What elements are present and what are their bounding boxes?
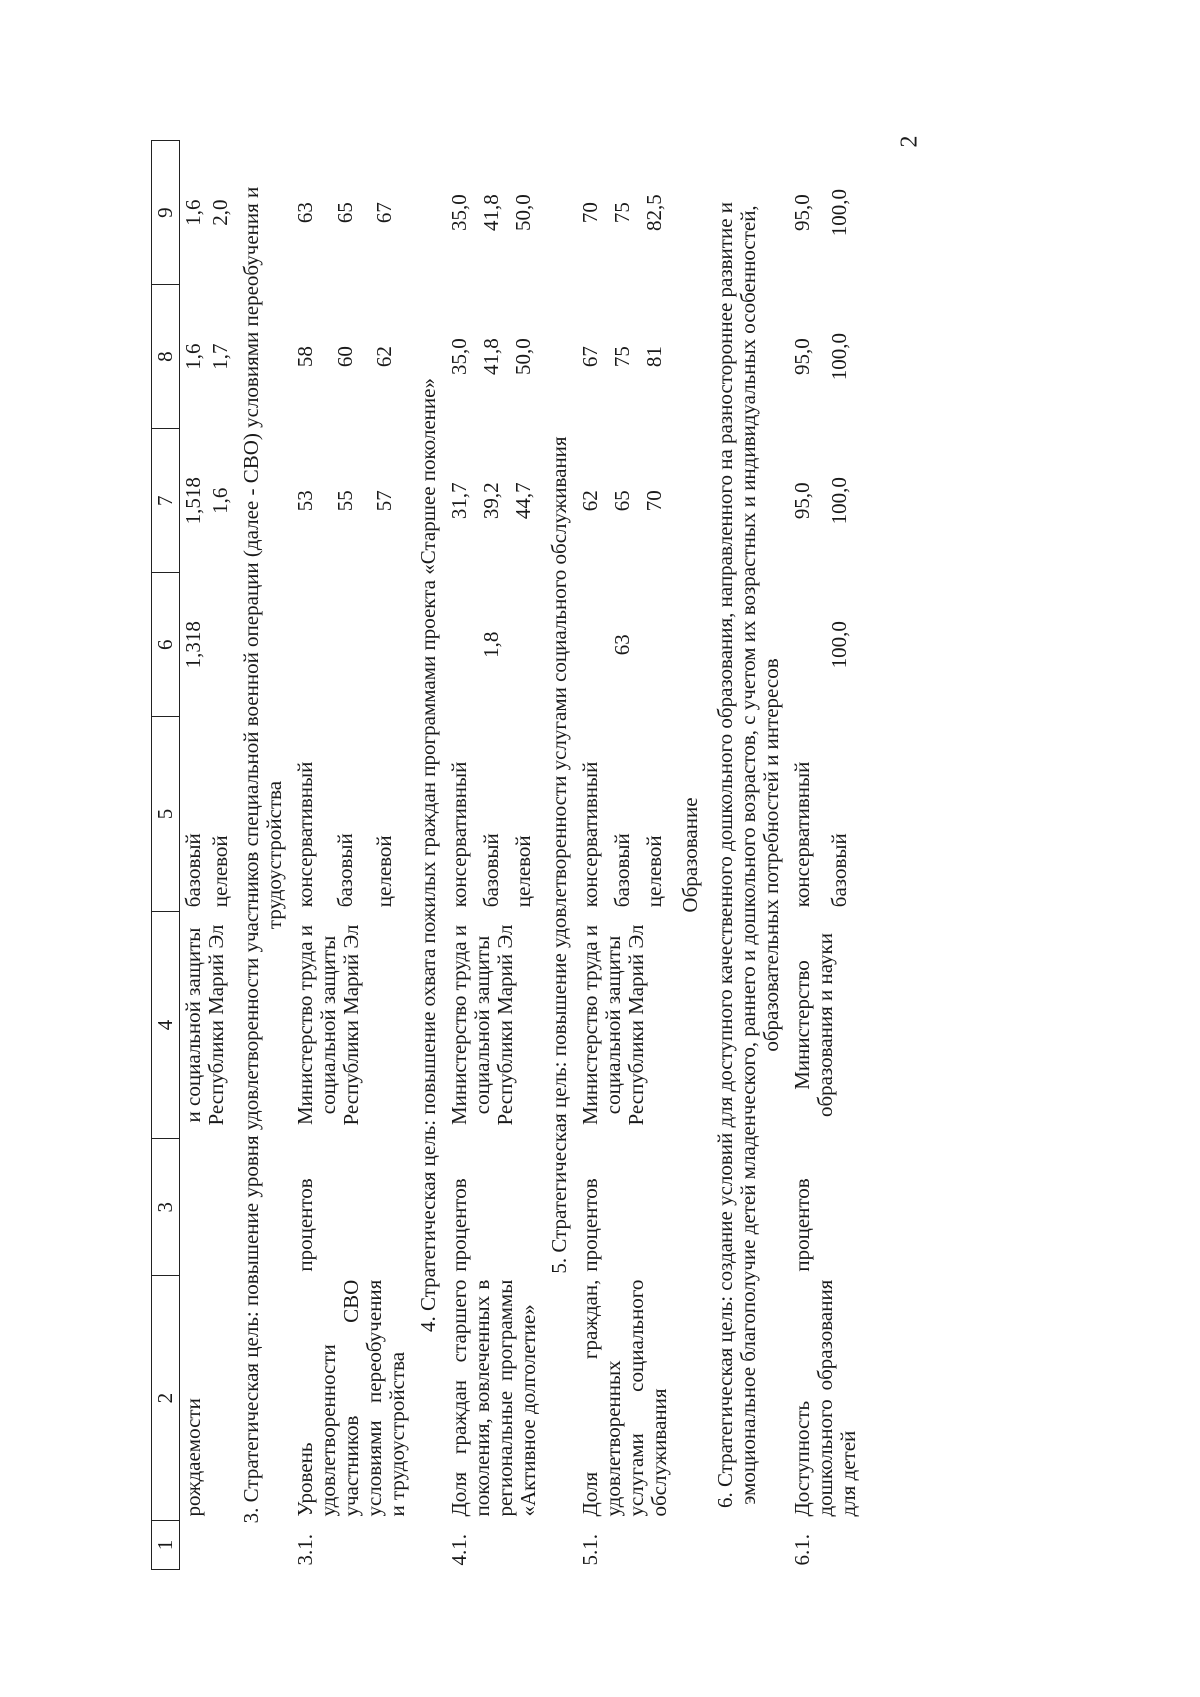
value-col6: 1,318 bbox=[181, 621, 205, 669]
value-col8: 35,0 bbox=[447, 338, 471, 376]
rotated-table-sheet bbox=[151, 140, 981, 1570]
variant-type: базовый bbox=[332, 833, 357, 908]
header-col-6: 6 bbox=[152, 573, 180, 717]
value-col8: 50,0 bbox=[511, 338, 535, 376]
value-col6: 63 bbox=[610, 634, 634, 656]
goal-row bbox=[411, 141, 446, 1570]
header-col-5: 5 bbox=[152, 717, 180, 911]
value-col6 bbox=[446, 573, 478, 717]
indicator-text: Доля граждан старшего поколения, вовлеченных в региональные программы «Активное долголетие» bbox=[447, 1279, 540, 1517]
page-number: 2 bbox=[896, 135, 923, 148]
header-col-2: 2 bbox=[152, 1276, 180, 1521]
header-col-7: 7 bbox=[152, 429, 180, 573]
value-col8: 100,0 bbox=[826, 333, 851, 381]
value-col6 bbox=[332, 573, 372, 717]
value-col7: 39,2 bbox=[479, 482, 503, 520]
value-col8: 62 bbox=[372, 346, 397, 368]
value-col6 bbox=[207, 573, 234, 717]
ministry-text: Министерство труда и социальной защиты Республики Марий Эл bbox=[578, 924, 648, 1126]
header-col-4: 4 bbox=[152, 911, 180, 1139]
value-col6 bbox=[510, 573, 542, 717]
variant-type: целевой bbox=[372, 835, 397, 908]
value-col6: 1,8 bbox=[479, 631, 503, 658]
unit-text: процентов bbox=[293, 1178, 317, 1272]
header-row bbox=[152, 141, 180, 1570]
row-number: 5.1. bbox=[578, 1534, 602, 1566]
value-col8: 95,0 bbox=[790, 338, 814, 376]
indicator-text: Доступность дошкольного образования для детей bbox=[790, 1279, 860, 1517]
unit-text: процентов bbox=[790, 1178, 814, 1272]
value-col6 bbox=[292, 573, 332, 717]
value-col9: 50,0 bbox=[511, 194, 535, 231]
variant-type: базовый bbox=[610, 833, 634, 908]
indicator-text: Доля граждан, удовлетворенных услугами социального обслуживания bbox=[578, 1279, 671, 1517]
header-col-8: 8 bbox=[152, 285, 180, 429]
value-col7: 55 bbox=[332, 490, 357, 512]
goal-5-text: 5. Стратегическая цель: повышение удовлетворенности услугами социального обслуживания bbox=[547, 436, 571, 1274]
goal-4-text: 4. Стратегическая цель: повышение охвата пожилых граждан программами проекта «Старшее поколение» bbox=[416, 378, 440, 1332]
goal-row bbox=[542, 141, 577, 1570]
value-col9: 41,8 bbox=[479, 194, 503, 231]
unit-text: процентов bbox=[447, 1178, 471, 1272]
variant-type: базовый bbox=[826, 833, 851, 908]
goal-6-text: 6. Стратегическая цель: создание условий для доступного качественного дошкольного образования, направленного на разностороннее развитие и эмоциональное благополучие детей младенческого, раннего и дошкольного возрастов, с учетом их возрастных и индивидуальных особенностей, образовательных потребностей и интересов bbox=[713, 201, 783, 1509]
value-col9: 95,0 bbox=[790, 194, 814, 231]
value-col9: 82,5 bbox=[642, 194, 666, 231]
table-row bbox=[789, 141, 826, 1570]
variant-type: целевой bbox=[208, 835, 232, 908]
header-col-9: 9 bbox=[152, 141, 180, 285]
value-col8: 41,8 bbox=[479, 338, 503, 376]
value-col6 bbox=[371, 573, 411, 717]
row-number: 4.1. bbox=[447, 1534, 471, 1566]
value-col8: 60 bbox=[332, 346, 357, 368]
value-col8: 81 bbox=[642, 346, 666, 368]
goal-3-text: 3. Стратегическая цель: повышение уровня удовлетворенности участников специальной военной операции (далее - СВО) условиями переобучения и трудоустройства bbox=[239, 186, 286, 1524]
variant-type: базовый bbox=[181, 833, 205, 908]
table-row bbox=[292, 141, 332, 1570]
section-education-heading: Образование bbox=[678, 797, 702, 913]
goal-row bbox=[708, 141, 789, 1570]
value-col9: 2,0 bbox=[208, 199, 232, 226]
value-col6 bbox=[789, 573, 826, 717]
value-col8: 75 bbox=[610, 346, 634, 368]
unit-text: процентов bbox=[578, 1178, 602, 1272]
value-col8: 58 bbox=[293, 346, 317, 368]
value-col7: 100,0 bbox=[826, 477, 851, 525]
value-col9: 100,0 bbox=[826, 188, 851, 237]
table-row bbox=[180, 141, 208, 1570]
value-col7: 1,6 bbox=[208, 487, 232, 514]
value-col7: 44,7 bbox=[511, 482, 535, 520]
table-row bbox=[577, 141, 609, 1570]
value-col9: 65 bbox=[332, 202, 357, 224]
table-row bbox=[446, 141, 478, 1570]
header-col-1: 1 bbox=[152, 1521, 180, 1570]
row-number: 3.1. bbox=[293, 1534, 317, 1566]
value-col6 bbox=[641, 573, 673, 717]
value-col8: 1,7 bbox=[208, 343, 232, 370]
variant-type: целевой bbox=[642, 835, 666, 908]
indicator-text: рождаемости bbox=[181, 1398, 205, 1517]
ministry-text: Министерство труда и социальной защиты Республики Марий Эл bbox=[447, 924, 517, 1126]
variant-type: консервативный bbox=[578, 761, 602, 908]
row-number: 6.1. bbox=[790, 1534, 814, 1566]
value-col9: 70 bbox=[578, 202, 602, 224]
value-col9: 75 bbox=[610, 202, 634, 224]
indicator-text: Уровень удовлетворенности участников СВО условиями переобучения и трудоустройства bbox=[293, 1279, 409, 1517]
value-col8: 1,6 bbox=[181, 343, 205, 370]
variant-type: консервативный bbox=[790, 761, 814, 908]
value-col7: 1,518 bbox=[181, 477, 205, 525]
value-col7: 53 bbox=[293, 490, 317, 512]
ministry-text: Министерство труда и социальной защиты Республики Марий Эл bbox=[293, 924, 363, 1126]
variant-type: консервативный bbox=[447, 761, 471, 908]
ministry-text: и социальной защиты Республики Марий Эл bbox=[181, 924, 228, 1126]
value-col6 bbox=[577, 573, 609, 717]
goal-row bbox=[234, 141, 292, 1570]
value-col7: 57 bbox=[372, 490, 397, 512]
value-col9: 35,0 bbox=[447, 194, 471, 231]
variant-type: целевой bbox=[511, 835, 535, 908]
value-col8: 67 bbox=[578, 346, 602, 368]
value-col9: 67 bbox=[372, 202, 397, 224]
value-col7: 70 bbox=[642, 490, 666, 512]
indicators-table bbox=[151, 140, 862, 1570]
variant-type: базовый bbox=[479, 833, 503, 908]
value-col6: 100,0 bbox=[826, 621, 851, 669]
variant-type: консервативный bbox=[293, 761, 317, 908]
value-col7: 65 bbox=[610, 490, 634, 512]
header-col-3: 3 bbox=[152, 1139, 180, 1276]
value-col9: 63 bbox=[293, 202, 317, 224]
value-col7: 62 bbox=[578, 490, 602, 512]
section-row bbox=[673, 141, 708, 1570]
ministry-text: Министерство образования и науки bbox=[790, 933, 837, 1117]
value-col7: 31,7 bbox=[447, 482, 471, 520]
value-col9: 1,6 bbox=[181, 199, 205, 226]
value-col7: 95,0 bbox=[790, 482, 814, 520]
